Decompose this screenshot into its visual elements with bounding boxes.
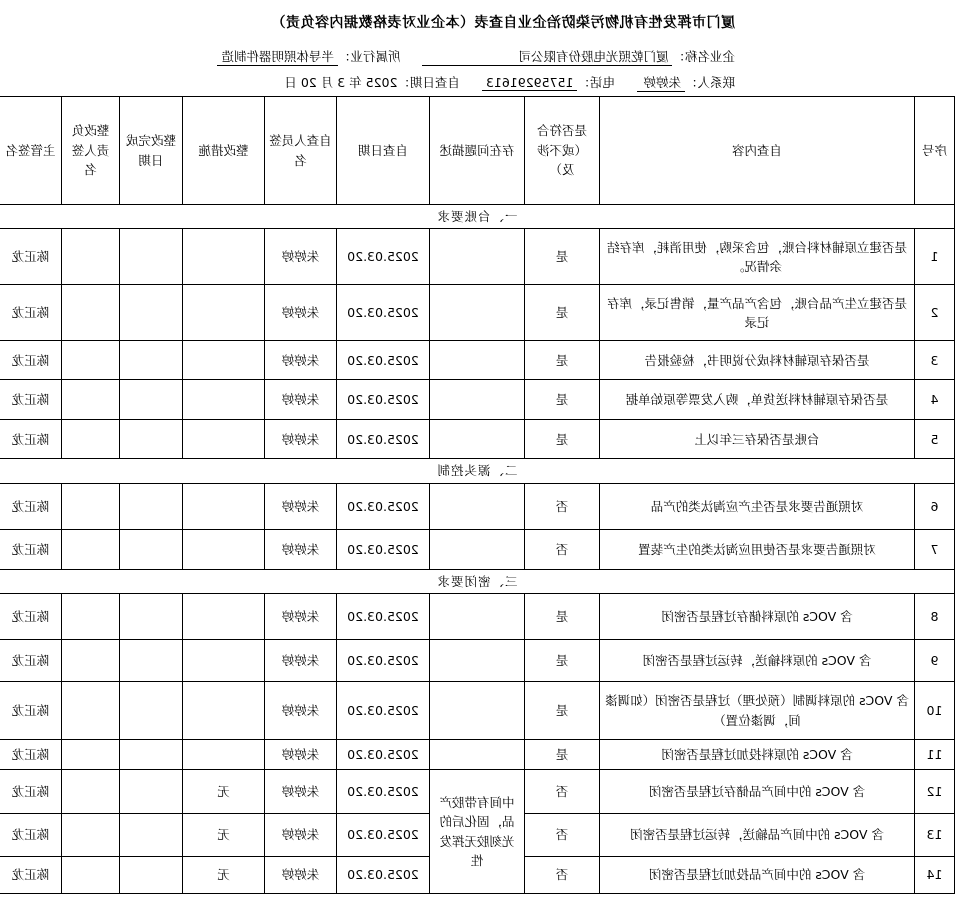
cell-content: 含 VOCs 的原料输送，转运过程是否密闭 (600, 640, 915, 682)
cell-check-date: 2025.03.20 (337, 640, 430, 682)
cell-manager: 陈正龙 (0, 420, 62, 459)
col-header-checker: 自查人员签名 (265, 97, 337, 205)
cell-checker: 朱婷婷 (265, 483, 337, 529)
cell-problem (430, 529, 525, 569)
cell-checker: 朱婷婷 (265, 229, 337, 285)
cell-compliant: 否 (525, 770, 600, 814)
cell-fix-date (120, 770, 183, 814)
cell-fix-owner (62, 380, 120, 420)
cell-compliant: 是 (525, 229, 600, 285)
col-header-fix-date: 整改完成日期 (120, 97, 183, 205)
cell-content: 是否保存原辅材料成分说明书，检验报告 (600, 341, 915, 380)
contact-line (0, 73, 735, 92)
cell-manager: 陈正龙 (0, 341, 62, 380)
cell-content: 台账是否保存三年以上 (600, 420, 915, 459)
company-line (0, 47, 735, 66)
table-header-row (0, 97, 955, 205)
cell-fix-date (120, 285, 183, 341)
cell-no: 4 (915, 380, 955, 420)
cell-fix-owner (62, 857, 120, 894)
cell-check-date: 2025.03.20 (337, 420, 430, 459)
cell-measure: 无 (183, 814, 265, 857)
section-row (0, 205, 955, 229)
cell-manager: 陈正龙 (0, 483, 62, 529)
cell-content: 对照通告要求是否使用应淘汰类的生产装置 (600, 529, 915, 569)
cell-manager: 陈正龙 (0, 814, 62, 857)
table-row (0, 640, 955, 682)
cell-compliant: 是 (525, 640, 600, 682)
company-label: 企业名称： (672, 49, 735, 64)
industry-value: 半导体照明器件制造 (217, 47, 338, 66)
table-row (0, 770, 955, 814)
cell-manager: 陈正龙 (0, 380, 62, 420)
cell-fix-owner (62, 341, 120, 380)
cell-content: 含 VOCs 的原料投加过程是否密闭 (600, 740, 915, 770)
cell-fix-date (120, 341, 183, 380)
table-row (0, 483, 955, 529)
cell-no: 12 (915, 770, 955, 814)
cell-checker: 朱婷婷 (265, 380, 337, 420)
document-header (0, 0, 955, 96)
cell-compliant: 否 (525, 529, 600, 569)
cell-problem (430, 594, 525, 640)
table-row (0, 341, 955, 380)
cell-compliant: 是 (525, 285, 600, 341)
cell-measure (183, 380, 265, 420)
cell-checker: 朱婷婷 (265, 594, 337, 640)
cell-problem (430, 420, 525, 459)
cell-manager: 陈正龙 (0, 770, 62, 814)
col-header-content: 自查内容 (600, 97, 915, 205)
cell-problem (430, 740, 525, 770)
cell-problem (430, 682, 525, 740)
cell-checker: 朱婷婷 (265, 770, 337, 814)
cell-measure (183, 740, 265, 770)
document-title: 厦门市挥发性有机物污染防治企业自查表（本企业对表格数据内容负责） (271, 15, 735, 31)
cell-problem (430, 341, 525, 380)
cell-manager: 陈正龙 (0, 740, 62, 770)
cell-checker: 朱婷婷 (265, 341, 337, 380)
cell-fix-date (120, 682, 183, 740)
cell-measure: 无 (183, 857, 265, 894)
table-row (0, 285, 955, 341)
cell-check-date: 2025.03.20 (337, 229, 430, 285)
cell-no: 11 (915, 740, 955, 770)
cell-fix-owner (62, 682, 120, 740)
col-header-compliant: 是否符合（或不涉及） (525, 97, 600, 205)
cell-measure (183, 640, 265, 682)
cell-fix-date (120, 594, 183, 640)
cell-fix-date (120, 380, 183, 420)
cell-compliant: 否 (525, 814, 600, 857)
cell-checker: 朱婷婷 (265, 682, 337, 740)
cell-no: 10 (915, 682, 955, 740)
cell-problem (430, 229, 525, 285)
cell-check-date: 2025.03.20 (337, 380, 430, 420)
table-row (0, 594, 955, 640)
cell-fix-owner (62, 640, 120, 682)
cell-problem: 中间有带胶产品，固化后的光刻胶无挥发性 (430, 770, 525, 894)
cell-check-date: 2025.03.20 (337, 857, 430, 894)
cell-content: 含 VOCs 的原料调制（预处理）过程是否密闭（如调漆间，调漆位置） (600, 682, 915, 740)
cell-checker: 朱婷婷 (265, 740, 337, 770)
col-header-manager: 主管签名 (0, 97, 62, 205)
cell-no: 2 (915, 285, 955, 341)
section-label: 二、源头控制 (0, 459, 955, 483)
cell-measure (183, 594, 265, 640)
cell-fix-owner (62, 594, 120, 640)
cell-content: 含 VOCs 的中间产品投加过程是否密闭 (600, 857, 915, 894)
cell-fix-date (120, 814, 183, 857)
cell-content: 含 VOCs 的中间产品输送，转运过程是否密闭 (600, 814, 915, 857)
cell-manager: 陈正龙 (0, 285, 62, 341)
cell-compliant: 否 (525, 483, 600, 529)
cell-check-date: 2025.03.20 (337, 682, 430, 740)
cell-compliant: 是 (525, 420, 600, 459)
cell-fix-date (120, 483, 183, 529)
cell-check-date: 2025.03.20 (337, 341, 430, 380)
table-header (0, 97, 955, 205)
cell-compliant: 是 (525, 740, 600, 770)
cell-fix-owner (62, 483, 120, 529)
cell-measure (183, 285, 265, 341)
cell-compliant: 是 (525, 682, 600, 740)
cell-compliant: 是 (525, 380, 600, 420)
cell-no: 5 (915, 420, 955, 459)
cell-measure (183, 483, 265, 529)
cell-no: 14 (915, 857, 955, 894)
selfcheck-date-label: 自查日期： (397, 75, 460, 90)
cell-checker: 朱婷婷 (265, 529, 337, 569)
cell-fix-date (120, 740, 183, 770)
cell-no: 8 (915, 594, 955, 640)
cell-check-date: 2025.03.20 (337, 740, 430, 770)
cell-no: 13 (915, 814, 955, 857)
table-row (0, 380, 955, 420)
cell-manager: 陈正龙 (0, 229, 62, 285)
cell-fix-date (120, 420, 183, 459)
cell-fix-date (120, 857, 183, 894)
cell-no: 7 (915, 529, 955, 569)
col-header-check-date: 自查日期 (337, 97, 430, 205)
cell-problem (430, 285, 525, 341)
cell-fix-owner (62, 285, 120, 341)
cell-measure (183, 420, 265, 459)
cell-manager: 陈正龙 (0, 857, 62, 894)
cell-problem (430, 483, 525, 529)
selfcheck-date-value: 2025 年 3 月 20 日 (284, 75, 398, 90)
cell-content: 是否建立生产品台账，包含产品产量，销售记录，库存记录 (600, 285, 915, 341)
cell-check-date: 2025.03.20 (337, 285, 430, 341)
cell-fix-date (120, 229, 183, 285)
cell-fix-owner (62, 529, 120, 569)
cell-no: 3 (915, 341, 955, 380)
cell-checker: 朱婷婷 (265, 857, 337, 894)
phone-label: 电话： (577, 75, 615, 90)
cell-measure (183, 229, 265, 285)
table-row (0, 740, 955, 770)
cell-fix-owner (62, 420, 120, 459)
col-header-problem: 存在问题描述 (430, 97, 525, 205)
industry-label: 所属行业： (337, 49, 401, 64)
cell-checker: 朱婷婷 (265, 814, 337, 857)
cell-checker: 朱婷婷 (265, 420, 337, 459)
cell-content: 是否保存原辅材料送货单，购入发票等原始单据 (600, 380, 915, 420)
section-label: 一、台账要求 (0, 205, 955, 229)
cell-compliant: 否 (525, 857, 600, 894)
table-row (0, 229, 955, 285)
cell-fix-owner (62, 770, 120, 814)
section-row (0, 459, 955, 483)
cell-fix-owner (62, 229, 120, 285)
cell-content: 含 VOCs 的中间产品储存过程是否密闭 (600, 770, 915, 814)
cell-check-date: 2025.03.20 (337, 483, 430, 529)
cell-measure: 无 (183, 770, 265, 814)
cell-measure (183, 682, 265, 740)
section-row (0, 569, 955, 593)
cell-no: 9 (915, 640, 955, 682)
cell-measure (183, 341, 265, 380)
cell-no: 1 (915, 229, 955, 285)
company-value: 厦门乾照光电股份有限公司 (422, 47, 672, 66)
cell-check-date: 2025.03.20 (337, 814, 430, 857)
cell-fix-owner (62, 740, 120, 770)
cell-content: 是否建立原辅材料台账，包含采购，使用消耗，库存结余情况。 (600, 229, 915, 285)
cell-content: 含 VOCs 的原料储存过程是否密闭 (600, 594, 915, 640)
table-row (0, 529, 955, 569)
cell-manager: 陈正龙 (0, 594, 62, 640)
contact-label: 联系人： (684, 75, 735, 90)
cell-problem (430, 380, 525, 420)
section-label: 三、密闭要求 (0, 569, 955, 593)
cell-checker: 朱婷婷 (265, 285, 337, 341)
table-row (0, 682, 955, 740)
cell-manager: 陈正龙 (0, 640, 62, 682)
cell-fix-date (120, 529, 183, 569)
col-header-measure: 整改措施 (183, 97, 265, 205)
cell-measure (183, 529, 265, 569)
cell-manager: 陈正龙 (0, 529, 62, 569)
cell-compliant: 是 (525, 341, 600, 380)
cell-manager: 陈正龙 (0, 682, 62, 740)
contact-value: 朱婷婷 (637, 73, 685, 92)
col-header-no: 序号 (915, 97, 955, 205)
table-row (0, 420, 955, 459)
phone-value: 15759291613 (482, 75, 577, 91)
col-header-fix-owner: 整改负责人签名 (62, 97, 120, 205)
cell-check-date: 2025.03.20 (337, 770, 430, 814)
cell-problem (430, 640, 525, 682)
cell-content: 对照通告要求是否生产应淘汰类的产品 (600, 483, 915, 529)
cell-fix-owner (62, 814, 120, 857)
cell-fix-date (120, 640, 183, 682)
cell-check-date: 2025.03.20 (337, 529, 430, 569)
cell-check-date: 2025.03.20 (337, 594, 430, 640)
selfcheck-table (0, 96, 955, 894)
cell-no: 6 (915, 483, 955, 529)
cell-checker: 朱婷婷 (265, 640, 337, 682)
cell-compliant: 是 (525, 594, 600, 640)
